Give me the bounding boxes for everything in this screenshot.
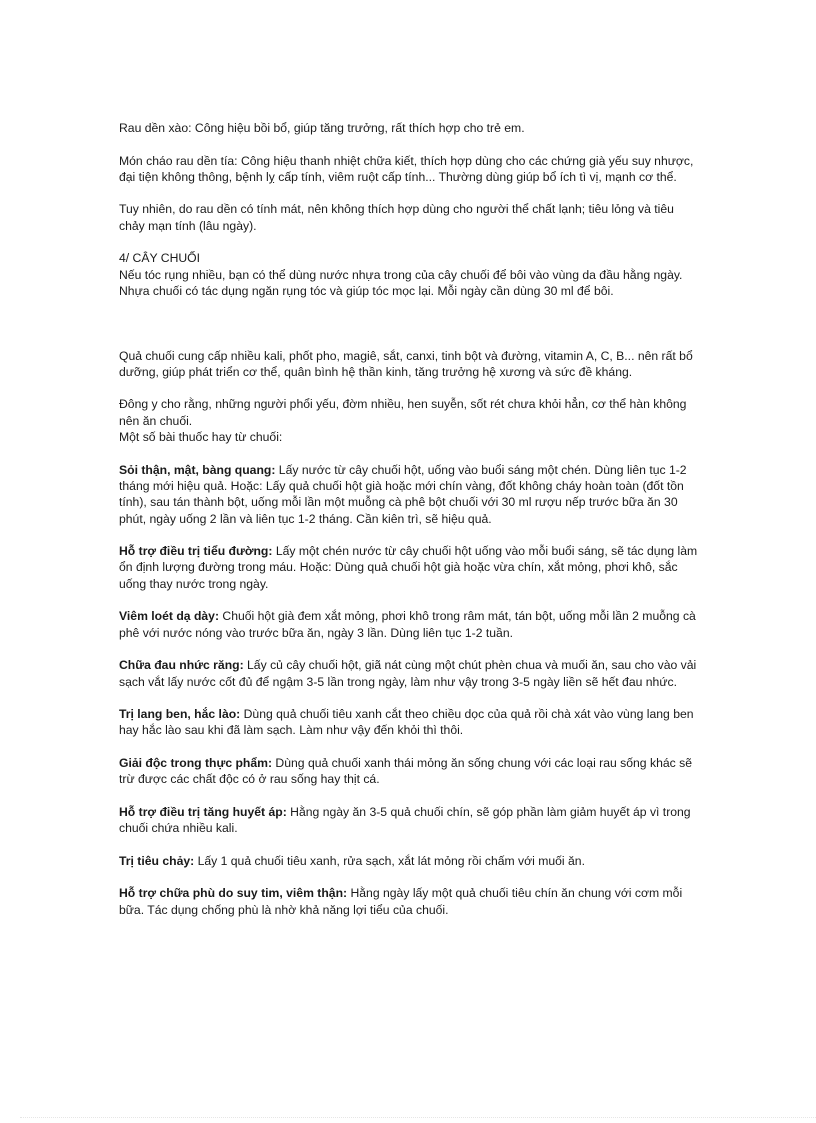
remedy-tieu-chay (119, 853, 699, 869)
paragraph-tuy-nhien: Tuy nhiên, do rau dền có tính mát, nên không thích hợp dùng cho người thể chất lạnh; tiêu lỏng và tiêu chảy mạn tính (lâu ngày). (119, 202, 674, 233)
remedy-tieu-duong (119, 543, 699, 592)
remedy-text: Dùng quả chuối xanh thái mỏng ăn sống chung với các loại rau sống khác sẽ trừ được các chất độc có ở rau sống hay thịt cá. (119, 755, 692, 787)
paragraph-dong-y (119, 396, 699, 445)
paragraph-qua-chuoi: Quả chuối cung cấp nhiều kali, phốt pho, magiê, sắt, canxi, tinh bột và đường, vitamin A, C, B... nên rất bổ dưỡng, giúp phát triển cơ thể, quân bình hệ thần kinh, tăng trưởng hệ xương và sức đề kháng. (119, 348, 693, 379)
remedy-huyet-ap (119, 804, 699, 837)
remedy-phu (119, 885, 699, 918)
remedy-title: Hỗ trợ chữa phù do suy tim, viêm thận: (119, 886, 348, 901)
remedy-title: Giải độc trong thực phẩm: (119, 755, 273, 770)
dong-y-text: Đông y cho rằng, những người phổi yếu, đờm nhiều, hen suyễn, sốt rét chưa khỏi hẳn, cơ thể hàn không nên ăn chuối. (119, 397, 687, 428)
paragraph-rau-den-xao: Rau dền xào: Công hiệu bồi bổ, giúp tăng trưởng, rất thích hợp cho trẻ em. (119, 121, 525, 135)
remedy-text: Chuối hột già đem xắt mỏng, phơi khô trong râm mát, tán bột, uống mỗi lần 2 muỗng cà phê với nước nóng vào trước bữa ăn, ngày 3 lần. Dùng liên tục 1-2 tuần. (119, 609, 696, 640)
section-cay-chuoi (119, 250, 699, 299)
remedy-text: Dùng quả chuối tiêu xanh cắt theo chiều dọc của quả rồi chà xát vào vùng lang ben hay hắc lào sau khi đã làm sạch. Làm như vậy đến khỏi thì thôi. (119, 707, 694, 738)
section-intro: Nếu tóc rụng nhiều, bạn có thể dùng nước nhựa trong của cây chuối để bôi vào vùng da đầu hằng ngày. Nhựa chuối có tác dụng ngăn rụng tóc và giúp tóc mọc lại. Mỗi ngày cần dùng 30 ml để bôi. (119, 267, 683, 298)
remedy-giai-doc (119, 755, 699, 788)
remedy-soi-than (119, 462, 699, 527)
remedy-text: Lấy củ cây chuối hột, giã nát cùng một chút phèn chua và muối ăn, sau cho vào vải sạch vắt lấy nước cốt đủ để ngậm 3-5 lần trong ngày, làm như vậy trong 3-5 ngày liền sẽ hết đau nhức. (119, 658, 697, 689)
document-body (119, 120, 699, 918)
remedy-title: Viêm loét dạ dày: (119, 609, 220, 624)
remedy-text: Lấy 1 quả chuối tiêu xanh, rửa sạch, xắt lát mỏng rồi chấm với muối ăn. (194, 853, 585, 868)
remedies-intro: Một số bài thuốc hay từ chuối: (119, 430, 283, 445)
section-heading: 4/ CÂY CHUỐI (119, 251, 201, 266)
remedy-title: Hỗ trợ điều trị tăng huyết áp: (119, 804, 287, 819)
remedy-title: Hỗ trợ điều trị tiểu đường: (119, 544, 273, 559)
remedy-title: Trị tiêu chảy: (119, 853, 195, 868)
remedy-da-day (119, 608, 699, 641)
remedy-text: Hằng ngày lấy một quả chuối tiêu chín ăn chung với cơm mỗi bữa. Tác dụng chống phù là nhờ khả năng lợi tiểu của chuối. (119, 886, 683, 917)
remedy-text: Lấy nước từ cây chuối hột, uống vào buổi sáng một chén. Dùng liên tục 1-2 tháng mới hiệu quả. Hoặc: Lấy quả chuối hột già hoặc mới chín vàng, đốt không cháy hoàn toàn (đốt tồn tính), sau tán thành bột, uống mỗi lần một muỗng cà phê bột chuối với 30 ml rượu nếp trước bữa ăn 30 phút, ngày uống 2 lần và liên tục 1-2 tháng. Cần kiên trì, sẽ hiệu quả. (119, 462, 687, 526)
spacer (119, 316, 699, 348)
page-bottom-divider (20, 1117, 816, 1118)
remedy-text: Hằng ngày ăn 3-5 quả chuối chín, sẽ góp phần làm giảm huyết áp vì trong chuối chứa nhiều kali. (119, 804, 691, 836)
remedy-title: Sỏi thận, mật, bàng quang: (119, 462, 276, 477)
remedy-lang-ben (119, 706, 699, 739)
remedy-title: Trị lang ben, hắc lào: (119, 707, 241, 722)
remedy-dau-rang (119, 657, 699, 690)
paragraph-chao-rau-den: Món cháo rau dền tía: Công hiệu thanh nhiệt chữa kiết, thích hợp dùng cho các chứng già yếu suy nhược, đại tiện không thông, bệnh lỵ cấp tính, viêm ruột cấp tính... Thường dùng giúp bổ ích tì vị, mạnh cơ thể. (119, 153, 694, 184)
remedy-title: Chữa đau nhức răng: (119, 658, 244, 673)
remedy-text: Lấy một chén nước từ cây chuối hột uống vào mỗi buổi sáng, sẽ tác dụng làm ổn định lượng đường trong máu. Hoặc: Dùng quả chuối hột già hoặc vừa chín, xắt mỏng, phơi khô, sắc uống thay nước trong ngày. (119, 544, 698, 591)
